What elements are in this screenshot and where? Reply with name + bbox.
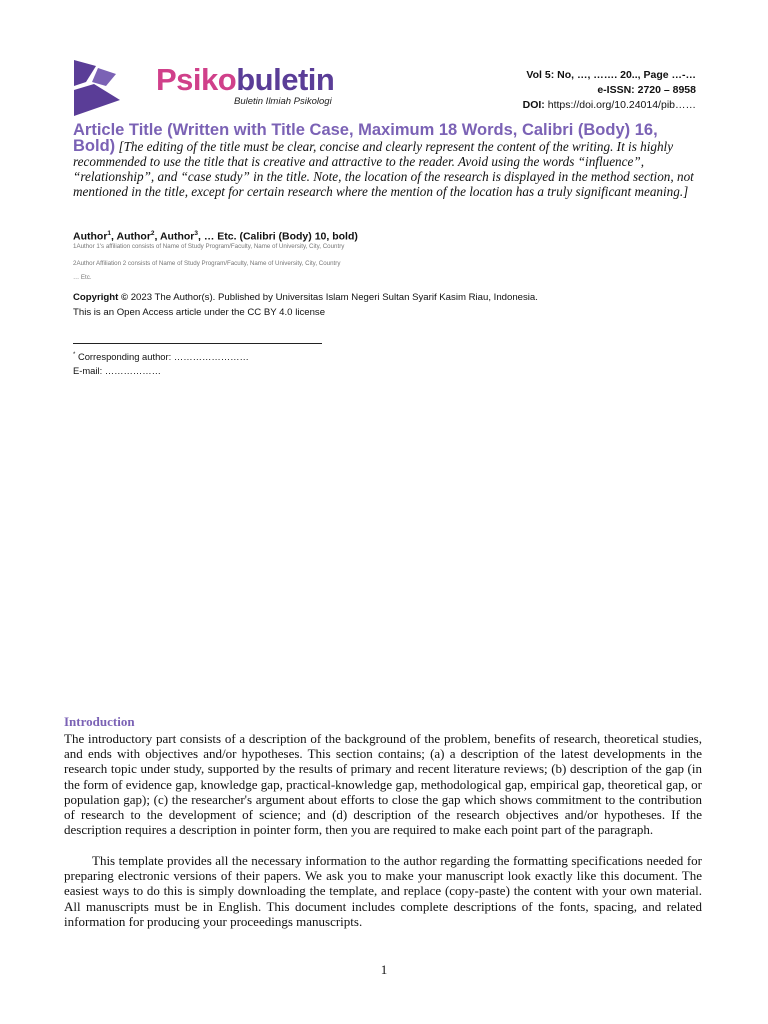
corresponding-footnote: * Corresponding author: …………………… E-mail: ……………… [73,351,249,377]
volume-line: Vol 5: No, …, ……. 20.., Page …-… [526,69,696,81]
logo-wordmark: Psikobuletin [156,62,335,97]
doi-link[interactable]: https://doi.org/10.24014/pib…… [544,99,696,111]
page-number: 1 [380,962,388,977]
corresponding-author: Corresponding author: …………………… [75,351,249,363]
copyright-label: Copyright © [73,292,129,303]
footnote-divider [73,343,322,344]
corresponding-email: E-mail: ……………… [73,365,162,377]
affiliation-1: 1Author 1's affiliation consists of Name of Study Program/Faculty, Name of University, City, Country [73,243,345,250]
eissn: e-ISSN: 2720 – 8958 [597,84,696,96]
license-text: This is an Open Access article under the CC BY 4.0 license [73,307,326,318]
journal-meta [523,68,696,113]
logo-subtitle: Buletin Ilmiah Psikologi [234,96,332,107]
author-list: Author$^1$, Author$^2$, Author$^3$, … Etc. (Calibri (Body) 10, bold) [73,230,358,243]
title-main: Article Title (Written with Title Case, Maximum 18 Words, Calibri (Body) 16, Bold) [73,121,658,155]
logo-mark-icon [72,60,124,118]
doi-line [523,98,696,113]
intro-paragraph-1: The introductory part consists of a description of the background of the problem, benefits of research, theoretical studies, and ends with objectives and/or hypotheses. This section contains; (a) a description of the latest developments in the research topic under study, supported by the results of primary and recent literature reviews; (b) description of the gap (in the form of evidence gap, knowledge gap, practical-knowledge gap, methodological gap, empirical gap, theoretical gap, or population gap); (c) the researcher's argument about efforts to close the gap which shows commitment to the contribution of research to the development of science; and (d) description of the research objectives and/or hypotheses. If the description requires a description in pointer form, then you are required to make each point part of the paragraph. [64,731,702,838]
title-guidance-note: [The editing of the title must be clear, concise and clearly represent the content of the writing. It is highly recommended to use the title that is creative and attractive to the reader. Avoid using the words “influence”, “relationship”, and “case study” in the title. Note, the location of the research is displayed in the method section, not mentioned in the title, except for certain research where the mention of the location has a truly significant meaning.] [73,139,694,199]
affiliation-3: … Etc. [73,274,92,281]
copyright-text: 2023 The Author(s). Published by Universitas Islam Negeri Sultan Syarif Kasim Riau, Indonesia. [128,292,538,303]
journal-logo [72,60,372,118]
doi-label: DOI: [522,99,545,111]
section-heading-introduction: Introduction [64,714,135,729]
intro-paragraph-2: This template provides all the necessary information to the author regarding the formatting specifications needed for preparing electronic versions of their papers. We ask you to make your manuscript look exactly like this document. The easiest ways to do this is simply downloading the template, and replace (copy-paste) the content with your own material. All manuscripts must be in English. This document includes complete descriptions of the fonts, spacing, and related information for producing your proceedings manuscripts. [64,853,702,929]
article-title [73,122,699,199]
copyright-notice [73,290,538,320]
affiliation-2: 2Author Affiliation 2 consists of Name of Study Program/Faculty, Name of University, City, Country [73,260,341,267]
